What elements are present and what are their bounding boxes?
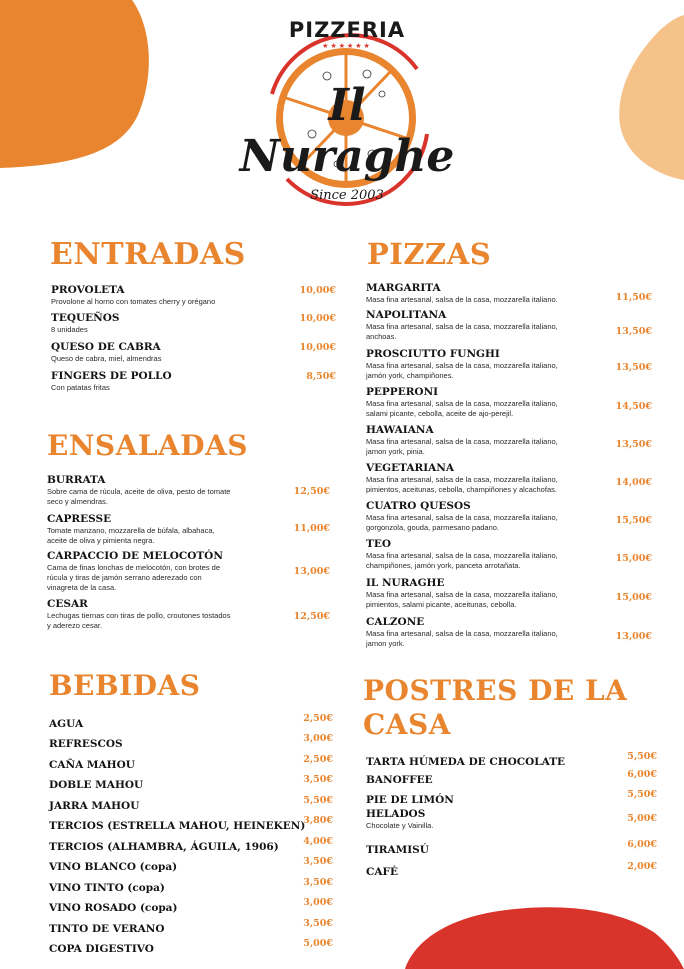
list-item: PIE DE LIMÓN 5,50€: [366, 789, 657, 806]
list-item: DOBLE MAHOU 3,50€: [49, 774, 333, 791]
list-item: BANOFFEE 6,00€: [366, 769, 657, 786]
list-item: AGUA 2,50€: [49, 713, 333, 730]
list-item: TERCIOS (ESTRELLA MAHOU, HEINEKEN) 3,80€: [49, 815, 333, 832]
pizzas-list: [366, 282, 652, 652]
list-item: PEPPERONI Masa fina artesanal, salsa de la casa, mozzarella italiano, salami picante, cebolla, aceite de ajo-perejil. 14,50€: [366, 386, 652, 418]
list-item: FINGERS DE POLLO Con patatas fritas 8,50€: [51, 370, 336, 392]
list-item: QUESO DE CABRA Queso de cabra, miel, almendras 10,00€: [51, 341, 336, 363]
bebidas-title: BEBIDAS: [49, 669, 201, 702]
list-item: HELADOS Chocolate y Vainilla. 5,00€: [366, 808, 657, 830]
list-item: VINO TINTO (copa) 3,50€: [49, 877, 333, 894]
entradas-title: ENTRADAS: [50, 237, 246, 272]
list-item: CUATRO QUESOS Masa fina artesanal, salsa de la casa, mozzarella italiano, gorgonzola, gouda, parmesano padano. 15,50€: [366, 500, 652, 532]
logo-since: Since 2003: [310, 188, 384, 203]
list-item: TERCIOS (ALHAMBRA, ÁGUILA, 1906) 4,00€: [49, 836, 333, 853]
list-item: CALZONE Masa fina artesanal, salsa de la casa, mozzarella italiano, jamon york. 13,00€: [366, 616, 652, 648]
list-item: HAWAIANA Masa fina artesanal, salsa de la casa, mozzarella italiano, jamon york, pinia. 13,50€: [366, 424, 652, 456]
list-item: CARPACCIO DE MELOCOTÓN Cama de finas lonchas de melocotón, con brotes de rúcula y tiras de jamón serrano aderezado con vinagreta de la casa. 13,00€: [47, 550, 330, 592]
list-item: TARTA HÚMEDA DE CHOCOLATE 5,50€: [366, 751, 657, 768]
list-item: VINO ROSADO (copa) 3,00€: [49, 897, 333, 914]
red-blob-bottom-right: [405, 905, 684, 969]
entradas-list: [51, 284, 336, 399]
list-item: CESAR Lechugas tiernas con tiras de pollo, croutones tostados y aderezo cesar. 12,50€: [47, 598, 330, 630]
postres-list: [366, 750, 657, 880]
list-item: BURRATA Sobre cama de rúcula, aceite de oliva, pesto de tomate seco y almendras. 12,50€: [47, 474, 330, 506]
list-item: JARRA MAHOU 5,50€: [49, 795, 333, 812]
logo-stars: ★★★★★★: [322, 42, 372, 50]
list-item: TINTO DE VERANO 3,50€: [49, 918, 333, 935]
list-item: CAFÉ 2,00€: [366, 861, 657, 878]
list-item: CAÑA MAHOU 2,50€: [49, 754, 333, 771]
list-item: VINO BLANCO (copa) 3,50€: [49, 856, 333, 873]
pizzas-title: PIZZAS: [367, 237, 492, 271]
list-item: COPA DIGESTIVO 5,00€: [49, 938, 333, 955]
ensaladas-title: ENSALADAS: [47, 429, 249, 462]
list-item: TEQUEÑOS 8 unidades 10,00€: [51, 312, 336, 334]
list-item: REFRESCOS 3,00€: [49, 733, 333, 750]
list-item: CAPRESSE Tomate manzano, mozzarella de búfala, albahaca, aceite de oliva y pimienta negra. 11,00€: [47, 513, 330, 545]
orange-blob-top-left: [0, 0, 160, 170]
logo-name: Il Nuraghe: [239, 80, 455, 182]
list-item: PROVOLETA Provolone al horno con tomates cherry y orégano 10,00€: [51, 284, 336, 306]
list-item: NAPOLITANA Masa fina artesanal, salsa de la casa, mozzarella italiano, anchoas. 13,50€: [366, 309, 652, 341]
peach-blob-top-right: [615, 15, 684, 180]
list-item: VEGETARIANA Masa fina artesanal, salsa de la casa, mozzarella italiano, pimientos, aceitunas, cebolla, champiñones y alcachofas. 14,00€: [366, 462, 652, 494]
bebidas-list: [49, 712, 333, 955]
list-item: TIRAMISÚ 6,00€: [366, 839, 657, 856]
pizzeria-logo: [239, 14, 455, 214]
ensaladas-list: [47, 474, 330, 634]
list-item: PROSCIUTTO FUNGHI Masa fina artesanal, salsa de la casa, mozzarella italiano, jamón york, champiñones. 13,50€: [366, 348, 652, 380]
postres-title-line2: CASA: [363, 708, 451, 741]
list-item: TEO Masa fina artesanal, salsa de la casa, mozzarella italiano, champiñones, jamón york, panceta arrotañata. 15,00€: [366, 538, 652, 570]
postres-title-line1: POSTRES DE LA: [363, 674, 628, 707]
logo-top-text: PIZZERIA: [288, 18, 406, 42]
list-item: MARGARITA Masa fina artesanal, salsa de la casa, mozzarella italiano. 11,50€: [366, 282, 652, 304]
list-item: IL NURAGHE Masa fina artesanal, salsa de la casa, mozzarella italiano, pimientos, salami picante, aceitunas, cebolla. 15,00€: [366, 577, 652, 609]
